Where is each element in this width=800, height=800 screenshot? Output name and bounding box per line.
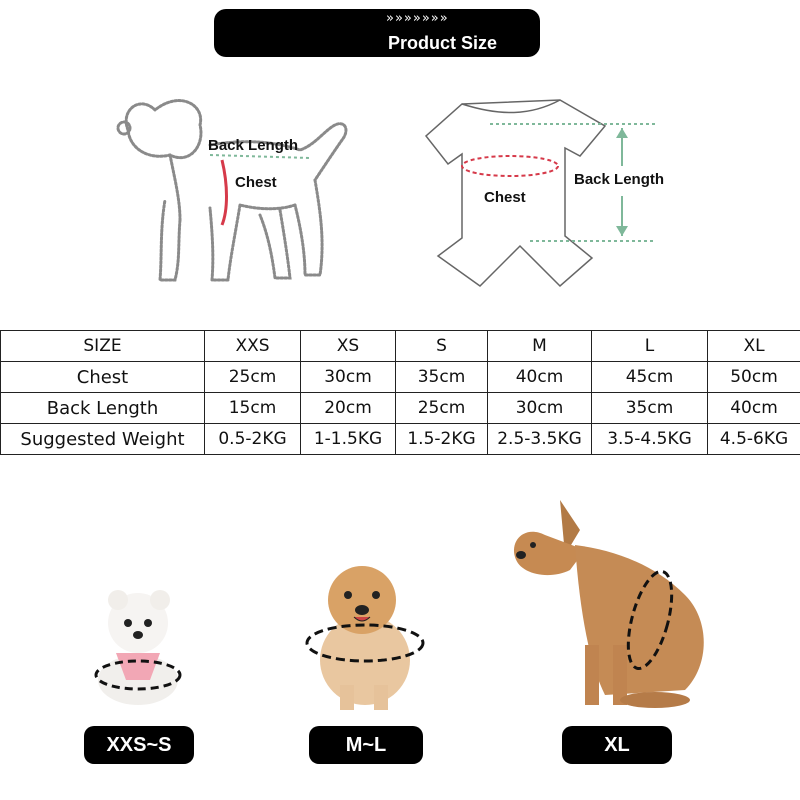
dog-measure-diagram [110, 90, 370, 290]
table-row [1, 393, 800, 424]
table-cell: 35cm [592, 393, 708, 424]
table-cell: 30cm [488, 393, 592, 424]
table-header-cell: XS [301, 331, 396, 362]
table-row [1, 424, 800, 455]
table-cell: 35cm [396, 362, 488, 393]
table-cell: 4.5-6KG [708, 424, 800, 455]
french-bulldog-photo [505, 495, 720, 720]
table-cell: 45cm [592, 362, 708, 393]
back-length-label: Back Length [208, 137, 299, 154]
size-table [0, 330, 800, 455]
table-cell: 25cm [396, 393, 488, 424]
table-header-cell: M [488, 331, 592, 362]
table-cell: 1-1.5KG [301, 424, 396, 455]
size-badge-small: XXS~S [84, 726, 194, 764]
table-header-row [1, 331, 800, 362]
dog-shirt-outline-icon [420, 96, 690, 296]
table-cell: 25cm [205, 362, 301, 393]
table-cell: 15cm [205, 393, 301, 424]
table-header-cell: XXS [205, 331, 301, 362]
table-cell: 30cm [301, 362, 396, 393]
row-label: Suggested Weight [1, 424, 205, 455]
row-label: Chest [1, 362, 205, 393]
poodle-outline-icon [110, 90, 370, 290]
page-title: Product Size [388, 33, 498, 53]
table-cell: 40cm [708, 393, 800, 424]
garment-chest-label: Chest [484, 189, 526, 206]
table-cell: 50cm [708, 362, 800, 393]
table-header-cell: XL [708, 331, 800, 362]
white-pomeranian-photo [88, 585, 198, 720]
table-row [1, 362, 800, 393]
table-cell: 0.5-2KG [205, 424, 301, 455]
size-badge-medium: M~L [309, 726, 423, 764]
row-label: Back Length [1, 393, 205, 424]
size-badge-large: XL [562, 726, 672, 764]
table-header-cell: SIZE [1, 331, 205, 362]
garment-back-length-label: Back Length [574, 171, 665, 188]
table-cell: 40cm [488, 362, 592, 393]
chevron-arrows-icon: »»»»»»» [386, 11, 449, 26]
chest-label: Chest [235, 174, 277, 191]
table-cell: 2.5-3.5KG [488, 424, 592, 455]
table-header-cell: L [592, 331, 708, 362]
garment-measure-diagram [420, 96, 690, 296]
orange-pomeranian-photo [300, 555, 430, 720]
table-cell: 20cm [301, 393, 396, 424]
table-cell: 1.5-2KG [396, 424, 488, 455]
table-header-cell: S [396, 331, 488, 362]
table-cell: 3.5-4.5KG [592, 424, 708, 455]
